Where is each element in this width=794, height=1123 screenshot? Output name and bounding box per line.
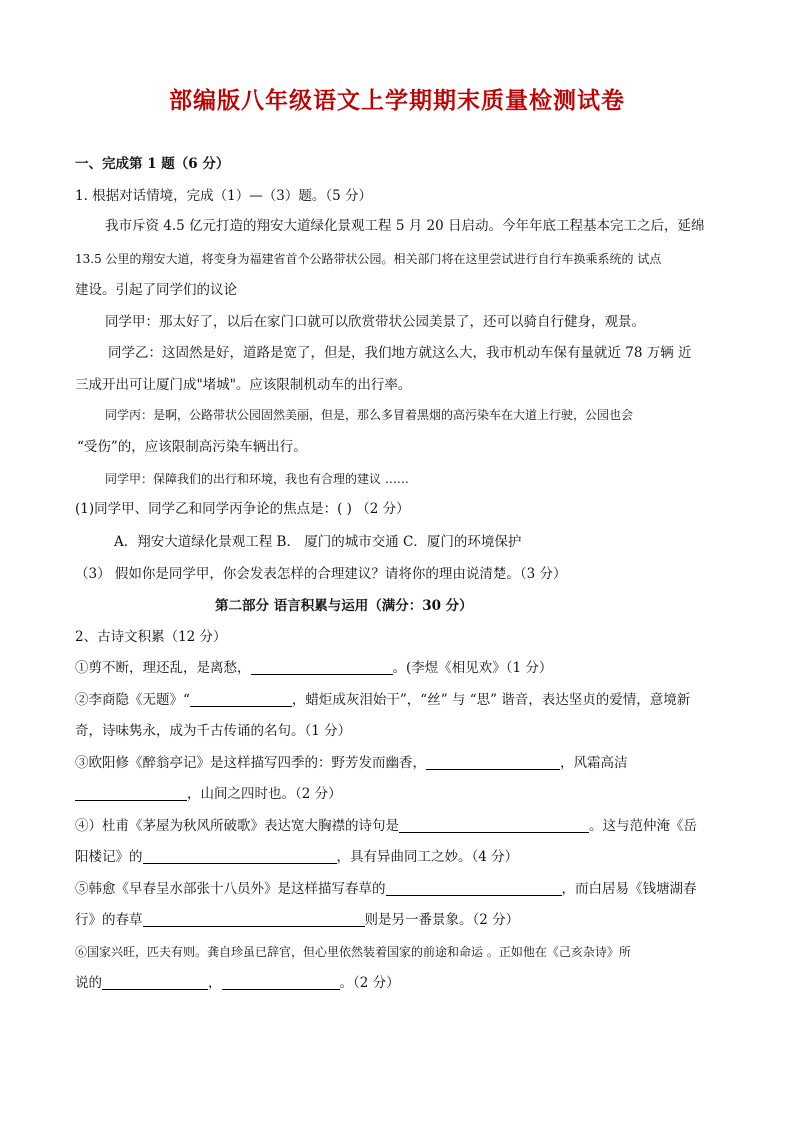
answer-options: A．翔安大道绿化景观工程 B． 厦门的城市交通 C．厦门的环境保护 [114,534,522,550]
answer-blank[interactable] [143,849,337,864]
poem-item-5-text-2: 行》的春草 [75,912,143,928]
question-2: 2、古诗文积累（12 分） [75,629,227,645]
dialogue-yi-2: 三成开出可让厦门成"堵城"。应该限制机动车的出行率。 [75,377,412,393]
poem-item-5-line-2 [75,910,519,930]
poem-item-4 [75,816,697,836]
poem-item-1-text: ①剪不断，理还乱，是离愁， [75,660,251,676]
poem-item-6-text-2: 说的 [75,975,102,991]
answer-blank[interactable] [75,786,187,801]
sub-question-1: (1)同学甲、同学乙和同学丙争论的焦点是：( ) （2 分） [75,501,410,517]
poem-item-4-rest: 。这与范仲淹《岳 [589,818,697,834]
poem-item-3-text: ③欧阳修《醉翁亭记》是这样描写四季的：野芳发而幽香， [75,755,426,771]
passage-line-3: 建设。引起了同学们的议论 [75,282,237,298]
dialogue-jia-1: 同学甲：那太好了，以后在家门口就可以欣赏带状公园美景了，还可以骑自行健身，观景。 [105,314,645,330]
answer-blank[interactable] [190,692,292,707]
poem-item-2-line-2: 奇，诗味隽永，成为千古传诵的名句。（1 分） [75,723,352,739]
poem-item-5-text: ⑤韩愈《早春呈水部张十八员外》是这样描写春草的 [75,881,386,897]
dialogue-bing-1: 同学丙：是啊，公路带状公园固然美丽，但是，那么多冒着黑烟的高污染车在大道上行驶，公园也会 [105,408,634,422]
section1-heading: 一、完成第 1 题（6 分） [75,156,230,172]
poem-item-3-line-2 [75,784,342,804]
answer-blank[interactable] [222,975,340,990]
answer-blank[interactable] [399,818,589,833]
poem-item-2-rest: ，蜡炬成灰泪始干”，“丝” 与 “思” 谐音，表达坚贞的爱情，意境新 [291,692,691,708]
dialogue-yi-1: 同学乙：这固然是好，道路是宽了，但是，我们地方就这么大，我市机动车保有量就近 78 万辆 近 [108,345,692,361]
passage-line-1: 我市斥资 4.5 亿元打造的翔安大道绿化景观工程 5 月 20 日启动。今年年底工程基本完工之后，延绵 [105,218,705,234]
dialogue-jia-2: 同学甲：保障我们的出行和环境，我也有合理的建议 …… [105,472,409,486]
poem-item-4-text-2: 阳楼记》的 [75,849,143,865]
poem-item-6: ⑥国家兴旺，匹夫有则。龚自珍虽已辞官，但心里依然装着国家的前途和命运 。正如他在《己亥杂诗》所 [75,945,631,959]
poem-item-4-end: ，具有异曲同工之妙。（4 分） [336,849,519,865]
poem-item-6-line-2 [75,973,400,993]
poem-item-2-text: ②李商隐《无题》“ [75,692,190,708]
question-1: 1. 根据对话情境，完成（1）—（3）题。（5 分） [75,188,372,204]
answer-blank[interactable] [386,881,562,896]
exam-title: 部编版八年级语文上学期期末质量检测试卷 [169,87,625,114]
part2-heading: 第二部分 语言积累与运用（满分：30 分） [215,598,473,614]
poem-item-5 [75,879,697,899]
poem-item-1-source: 。(李煜《相见欢》（1 分） [392,660,553,676]
answer-blank[interactable] [426,755,560,770]
poem-item-1 [75,658,552,678]
dialogue-bing-2: “受伤”的，应该限制高污染车辆出行。 [77,439,307,455]
answer-blank[interactable] [251,660,393,675]
answer-blank[interactable] [102,975,208,990]
passage-line-2: 13.5 公里的翔安大道，将变身为福建省首个公路带状公园。相关部门将在这里尝试进行自行车换乘系统的 试点 [75,252,662,266]
answer-blank[interactable] [143,912,365,927]
poem-item-3-end: ，山间之四时也。（2 分） [187,786,342,802]
poem-item-4-text: ④）杜甫《茅屋为秋风所破歌》表达宽大胸襟的诗句是 [75,818,399,834]
poem-item-6-comma: ， [208,975,222,991]
poem-item-5-rest: ，而白居易《钱塘湖春 [561,881,697,897]
poem-item-2 [75,690,690,710]
sub-question-3: （3） 假如你是同学甲，你会发表怎样的合理建议？请将你的理由说清楚。（3 分） [75,566,567,582]
poem-item-3 [75,753,628,773]
poem-item-4-line-2 [75,847,518,867]
poem-item-3-rest: ，风霜高洁 [560,755,628,771]
poem-item-6-end: 。（2 分） [339,975,400,991]
poem-item-5-end: 则是另一番景象。（2 分） [364,912,520,928]
